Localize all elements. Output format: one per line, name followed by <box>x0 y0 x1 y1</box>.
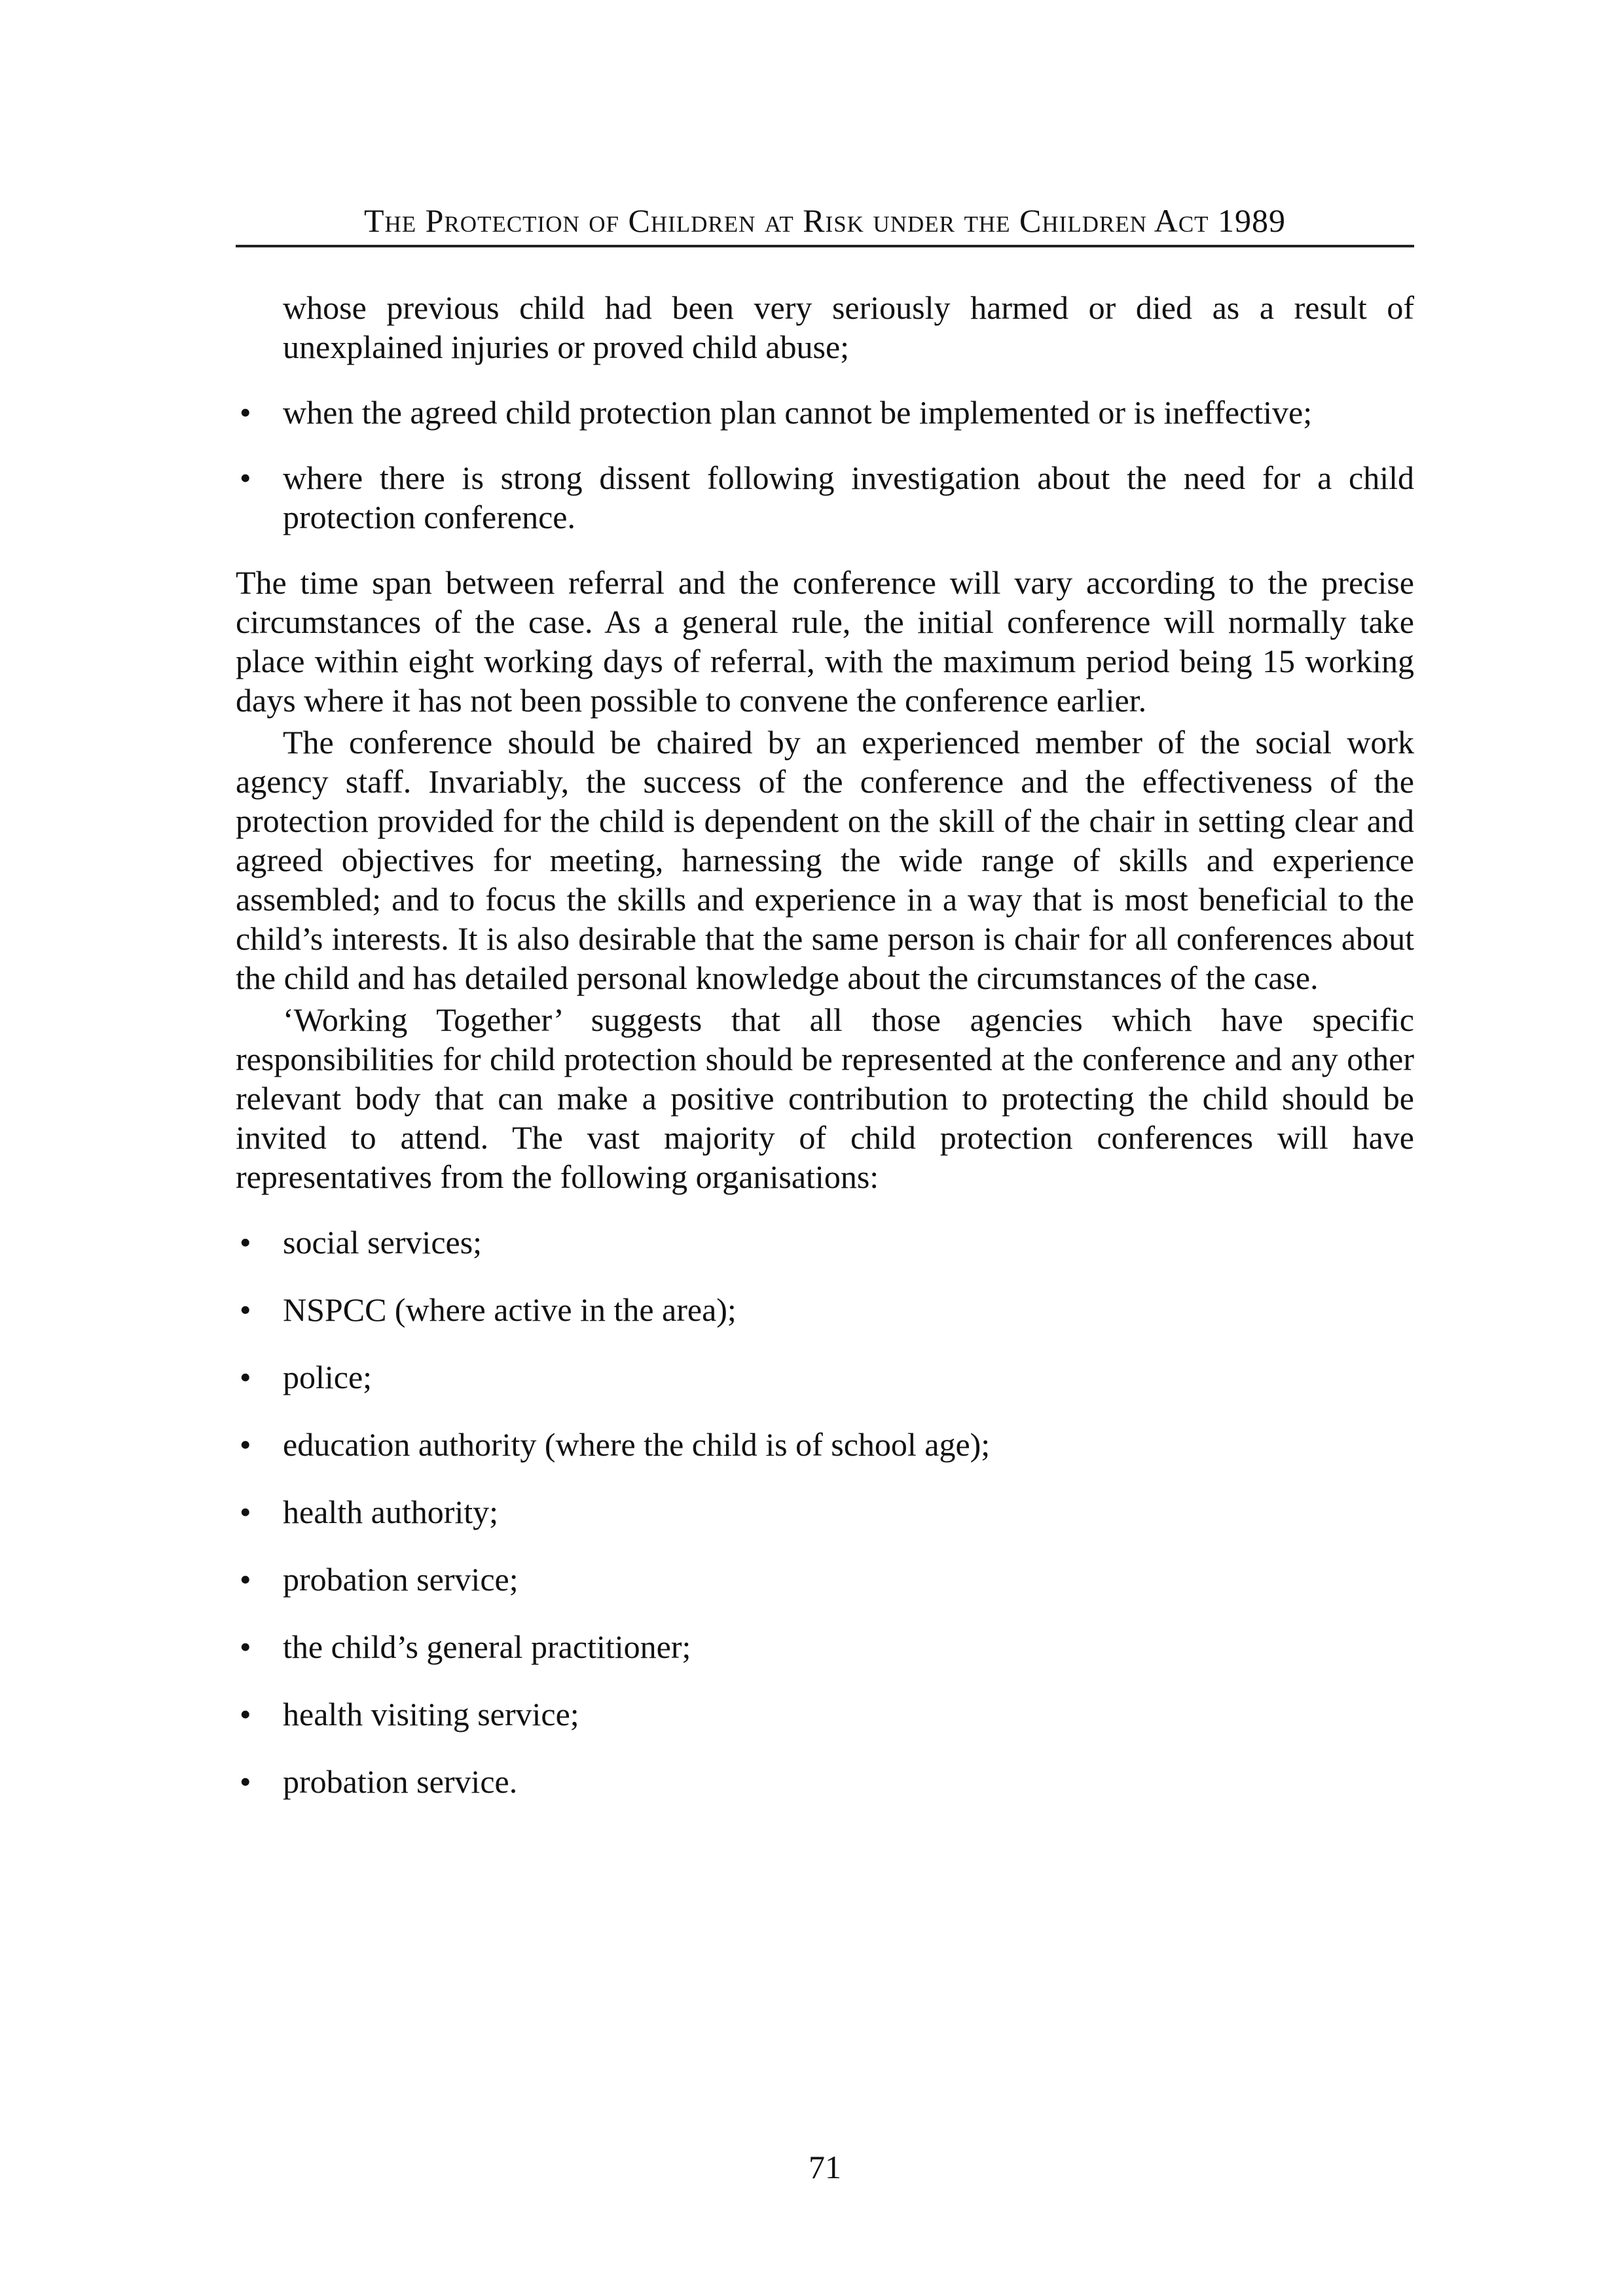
list-item <box>236 1492 1414 1532</box>
list-item <box>236 1290 1414 1329</box>
bullet-icon: • <box>240 1763 251 1800</box>
list-item <box>236 393 1414 432</box>
list-item-text: education authority (where the child is of school age); <box>283 1426 991 1463</box>
list-item <box>236 1425 1414 1464</box>
list-item-text: health visiting service; <box>283 1696 579 1732</box>
list-item <box>236 1695 1414 1734</box>
list-item-text: social services; <box>283 1224 483 1261</box>
list-item <box>236 1357 1414 1397</box>
bullet-icon: • <box>240 394 251 431</box>
list-item-text: health authority; <box>283 1494 499 1530</box>
list-item-text: where there is strong dissent following investigation about the need for a child protection conference. <box>283 459 1414 535</box>
header-rule <box>236 245 1414 247</box>
bullet-icon: • <box>240 1628 251 1665</box>
running-head <box>236 202 1414 240</box>
list-item <box>236 1560 1414 1599</box>
page-number: 71 <box>809 2149 841 2185</box>
list-item-text: police; <box>283 1359 373 1395</box>
list-item-text: when the agreed child protection plan cannot be implemented or is ineffective; <box>283 394 1313 431</box>
paragraph-time-span: The time span between referral and the conference will vary according to the precise circumstances of the case. As a general rule, the initial conference will normally take place within eight working days of referral, with the maximum period being 15 working days where it has not been possible to convene the conference earlier. <box>236 564 1414 719</box>
bullet-icon: • <box>240 1494 251 1530</box>
list-item-text: the child’s general practitioner; <box>283 1628 691 1665</box>
list-item <box>236 1762 1414 1801</box>
bullet-icon: • <box>240 1224 251 1261</box>
bullet-icon: • <box>240 1561 251 1598</box>
body-text <box>236 288 1414 1801</box>
organisations-list <box>236 1223 1414 1801</box>
criteria-list <box>236 393 1414 537</box>
running-head-title: The Protection of Children at Risk under the Children Act 1989 <box>363 202 1286 239</box>
list-item-text: NSPCC (where active in the area); <box>283 1291 737 1328</box>
paragraph-working-together: ‘Working Together’ suggests that all those agencies which have specific responsibilities for child protection should be represented at the conference and any other relevant body that can make a positive contribution to protecting the child should be invited to attend. The vast majority of child protection conferences will have representatives from the following organisations: <box>236 1001 1414 1195</box>
bullet-icon: • <box>240 1359 251 1395</box>
bullet-icon: • <box>240 459 251 496</box>
bullet-icon: • <box>240 1291 251 1328</box>
list-item <box>236 1223 1414 1262</box>
list-item-text: probation service. <box>283 1763 518 1800</box>
bullet-icon: • <box>240 1426 251 1463</box>
list-item-text: probation service; <box>283 1561 519 1598</box>
list-item <box>236 1627 1414 1666</box>
list-item <box>236 458 1414 537</box>
continuation-text: whose previous child had been very seriously harmed or died as a result of unexplained injuries or proved child abuse; <box>283 289 1414 365</box>
paragraph-chair: The conference should be chaired by an experienced member of the social work agency staff. Invariably, the success of the conference and the effectiveness of the protection provided for the child is dependent on the skill of the chair in setting clear and agreed objectives for meeting, harnessing the wide range of skills and experience assembled; and to focus the skills and experience in a way that is most beneficial to the child’s interests. It is also desirable that the same person is chair for all conferences about the child and has detailed personal knowledge about the circumstances of the case. <box>236 724 1414 996</box>
bullet-icon: • <box>240 1696 251 1732</box>
